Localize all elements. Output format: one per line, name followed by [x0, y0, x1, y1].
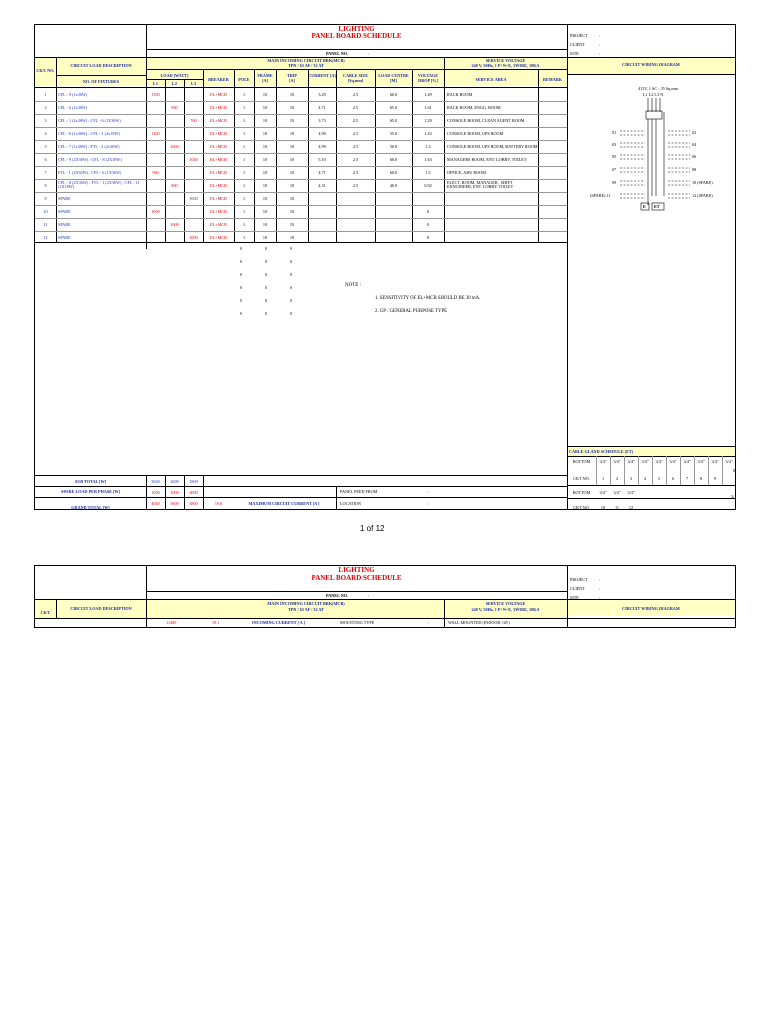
cell-pole: 1: [242, 105, 246, 110]
gland-ckt-cell: 2: [615, 476, 619, 481]
cell-l1: 1100: [151, 131, 160, 136]
cell-pole: 1: [242, 144, 246, 149]
cell-area: RACK ROOM, ENGG. ROOM: [447, 105, 501, 110]
cell-trip: 10: [289, 92, 295, 97]
cell-vd: 1.5: [425, 170, 431, 175]
zero-cell: 0: [264, 298, 268, 303]
diagram-right-label: 08: [692, 167, 697, 172]
cell-brk: EL+MCB: [210, 92, 227, 97]
cell-desc: CFL - 6 (1x36W): [58, 105, 88, 110]
sub-total-l1: 3040: [151, 479, 160, 484]
cell-lc: 60.0: [389, 157, 398, 162]
gland-size-cell: 3/4": [725, 459, 733, 464]
frame-header: FRAME [A]: [257, 73, 273, 83]
cell-cable: 2.5: [352, 118, 359, 123]
cell-l3: 1040: [189, 157, 198, 162]
cell-cur: 4.71: [318, 170, 326, 175]
cell-ckt: 8: [44, 183, 47, 188]
cell-trip: 10: [289, 183, 295, 188]
service-voltage-value: 240 V, 50Hz, 1 P+N+E, 3WIRE, 10KA: [471, 63, 540, 68]
pole-header: POLE: [238, 77, 250, 82]
cell-frame: 10: [262, 118, 268, 123]
diagram-left-label: 07: [612, 167, 617, 172]
cell-cur: 4.31: [318, 183, 326, 188]
load-watt-header: LOAD [WATT]: [160, 73, 189, 78]
cell-l2: 800: [171, 183, 178, 188]
p2-mounting-type-label: MOUNTING TYPE: [340, 620, 375, 625]
cell-brk: EL+MCB: [210, 118, 227, 123]
gland-size-cell: 3/4": [655, 459, 663, 464]
diagram-left-label: 09: [612, 180, 617, 185]
spare-load-l1: 1000: [151, 490, 160, 495]
main-incoming-label: MAIN INCOMING CIRCUIT BRK(MCB): [267, 58, 345, 63]
panel-feed-label: PANEL FEED FROM: [340, 489, 378, 494]
diagram-right-label: 06: [692, 154, 697, 159]
cell-brk: EL+MCB: [210, 209, 227, 214]
sheet-subtitle-2: PANEL BOARD SCHEDULE: [311, 574, 402, 582]
zero-cell: 0: [289, 285, 293, 290]
cell-ckt: 5: [44, 144, 47, 149]
cell-area: CONSOLE ROOM, CLEAN AGENT ROOM: [447, 118, 525, 123]
cell-trip: 10: [289, 118, 295, 123]
gland-size-cell: 3/4": [711, 459, 719, 464]
sub-total-l2: 2600: [170, 479, 179, 484]
gland-size-cell: 3/4": [613, 459, 621, 464]
cell-cur: 4.71: [318, 105, 326, 110]
gland-ckt-cell: 5: [657, 476, 661, 481]
spare-load-label: SPARE LOAD PER PHASE [W]: [60, 489, 120, 494]
zero-cell: 0: [289, 259, 293, 264]
cell-cable: 2.5: [352, 183, 359, 188]
cell-frame: 10: [262, 157, 268, 162]
p2-max-current: 19.1: [212, 620, 220, 625]
project-label: PROJECT: [570, 33, 588, 38]
zero-cell: 0: [239, 259, 243, 264]
zero-cell: 0: [239, 246, 243, 251]
cell-frame: 10: [262, 144, 268, 149]
cell-ckt: 1: [44, 92, 47, 97]
cell-pole: 1: [242, 209, 246, 214]
cell-cable: 2.5: [352, 131, 359, 136]
cell-frame: 10: [262, 131, 268, 136]
cell-ckt: 2: [44, 105, 47, 110]
cell-cable: 2.5: [352, 92, 359, 97]
cell-lc: 65.0: [389, 118, 398, 123]
cell-area: MANAGERS ROOM, ENT. LOBBY, TOILET: [447, 157, 527, 162]
cell-desc: SPARE: [58, 209, 71, 214]
cell-vd: 1.3: [425, 144, 431, 149]
gland-ckt-cell: 7: [685, 476, 689, 481]
cell-desc: FTL - 1 (2X36W) ; CFL - 6 (1X36W): [58, 170, 122, 175]
cell-pole: 1: [242, 92, 246, 97]
cell-trip: 10: [289, 131, 295, 136]
gland-side-value: 8: [733, 468, 736, 473]
cell-cur: 4.99: [318, 144, 326, 149]
cell-lc: 50.0: [389, 144, 398, 149]
remark-header: REMARK: [542, 77, 563, 82]
cell-desc: SPARE: [58, 222, 71, 227]
cell-cable: 2.5: [352, 144, 359, 149]
diagram-left-label: (SPARE) 11: [590, 193, 611, 198]
current-header: CURRENT [A]: [308, 73, 336, 78]
diagram-right-label: 12 (SPARE): [692, 193, 713, 198]
cell-vd: 1.63: [424, 157, 432, 162]
busbar-lines: [646, 98, 664, 205]
cell-ckt: 3: [44, 118, 47, 123]
cell-cable: 2.5: [352, 105, 359, 110]
grand-total-l1: 4040: [151, 501, 160, 506]
gland-size-cell: 3/4": [669, 459, 677, 464]
zero-cell: 0: [239, 285, 243, 290]
zero-cell: 0: [239, 272, 243, 277]
breaker-header: BREAKER: [208, 77, 229, 82]
note-2: 2. GP : GENERAL PURPOSE TYPE: [375, 309, 448, 314]
max-current-label: MAXIMUM CIRCUIT CURRENT [A ]: [248, 501, 320, 506]
cable-gland-header: CABLE GLAND SCHEDULE (ET): [569, 449, 634, 454]
zero-cell: 0: [264, 285, 268, 290]
cell-cur: 3.29: [318, 92, 326, 97]
gland-size-cell: 3/4": [627, 459, 635, 464]
gland-ckt-cell: 8: [699, 476, 703, 481]
cell-ckt: 6: [44, 157, 47, 162]
gland-ckt-cell: 10: [600, 505, 606, 510]
cell-vd: 1.29: [424, 118, 432, 123]
zero-cell: 0: [289, 298, 293, 303]
cell-trip: 10: [289, 144, 295, 149]
cell-lc: 60.0: [389, 92, 398, 97]
zero-cell: 0: [264, 272, 268, 277]
gland-ckt-cell: 11: [614, 505, 620, 510]
cell-pole: 1: [242, 183, 246, 188]
cell-vd: 1.49: [424, 92, 432, 97]
cell-brk: EL+MCB: [210, 235, 227, 240]
cell-cable: 2.5: [352, 170, 359, 175]
trip-header: TRIP [A]: [286, 73, 297, 83]
cell-brk: EL+MCB: [210, 170, 227, 175]
cell-ckt: 10: [43, 209, 48, 214]
cell-ckt: 9: [44, 196, 47, 201]
gland-ckt-cell: 6: [671, 476, 675, 481]
cell-brk: EL+MCB: [210, 144, 227, 149]
gland-size-cell: 3/4": [627, 490, 635, 495]
cell-l1: 1000: [151, 209, 160, 214]
cell-vd: 0: [426, 235, 430, 240]
cell-frame: 10: [262, 170, 268, 175]
p2-incoming-current-label: INCOMING CURRENT [ A ]: [252, 620, 305, 625]
cell-cur: 4.99: [318, 131, 326, 136]
zero-cell: 0: [289, 311, 293, 316]
cell-desc: CFL - 7 (1x36W) ; FTL - 2 (2x36W): [58, 144, 120, 149]
location-label: LOCATION: [340, 501, 361, 506]
cell-ckt: 11: [43, 222, 48, 227]
max-current-value: 19.8: [214, 501, 223, 506]
grand-total-l3: 3800: [189, 501, 198, 506]
cell-vd: 1.43: [424, 131, 432, 136]
site-label: SITE: [570, 51, 579, 56]
zero-cell: 0: [264, 259, 268, 264]
cell-lc: 40.0: [389, 183, 398, 188]
cell-l1: 1500: [151, 92, 160, 97]
cell-l2: 1000: [170, 144, 179, 149]
cell-frame: 10: [262, 183, 268, 188]
cell-vd: 1.61: [424, 105, 432, 110]
note-title: NOTE :: [345, 283, 361, 288]
cell-desc: SPARE: [58, 196, 71, 201]
spare-load-l3: 2000: [189, 490, 198, 495]
cell-frame: 10: [262, 209, 268, 214]
cell-l3: 1000: [189, 235, 198, 240]
diagram-right-label: 02: [692, 130, 697, 135]
no-of-fixtures-header: NO. OF FIXTURES: [82, 79, 120, 84]
sheet-title-1: LIGHTING: [338, 25, 375, 33]
main-incoming-rating: TPN / 63 AF / 32 AT: [288, 63, 324, 68]
cell-cur: 5.10: [318, 157, 326, 162]
cell-brk: EL+MCB: [210, 105, 227, 110]
cell-frame: 10: [262, 105, 268, 110]
sheet-subtitle-1: PANEL BOARD SCHEDULE: [311, 32, 402, 40]
cell-brk: EL+MCB: [210, 222, 227, 227]
cell-brk: EL+MCB: [210, 183, 227, 188]
service-area-header: SERVICE AREA: [475, 77, 507, 82]
diagram-left-label: 03: [612, 142, 617, 147]
gland-bottom-label: BOTTOM: [572, 459, 591, 464]
cell-desc: SPARE: [58, 235, 71, 240]
cell-lc: 60.0: [389, 170, 398, 175]
spare-load-l2: 1000: [170, 490, 179, 495]
cell-area: ELECT. ROOM, MANAGER , SHIFT ENNGINEER, ENT. LOBBY, TOILET: [447, 179, 514, 190]
cell-desc: CFL - 6 (1x36W) ; CFL - 1 (2x18W): [58, 131, 120, 136]
zero-cell: 0: [289, 272, 293, 277]
client-label: CLIENT: [570, 42, 585, 47]
cell-frame: 10: [262, 235, 268, 240]
cell-desc: CFL - 9 (1x36W): [58, 92, 88, 97]
cell-cable: 2.5: [352, 157, 359, 162]
gland-ckt-no-label: CKT NO.: [573, 505, 590, 510]
cell-brk: EL+MCB: [210, 131, 227, 136]
cell-trip: 10: [289, 235, 295, 240]
cell-pole: 1: [242, 157, 246, 162]
cell-area: RACK ROOM: [447, 92, 473, 97]
cell-trip: 10: [289, 170, 295, 175]
cell-pole: 1: [242, 222, 246, 227]
gland-ckt-cell: 4: [643, 476, 647, 481]
cell-l2: 1000: [170, 222, 179, 227]
gland-ckt-cell: 9: [713, 476, 717, 481]
zero-cell: 0: [239, 311, 243, 316]
grand-total-label: GRAND TOTAL [W]: [71, 505, 110, 510]
sheet-title-2: LIGHTING: [338, 566, 375, 574]
cell-brk: EL+MCB: [210, 157, 227, 162]
cell-pole: 1: [242, 170, 246, 175]
cell-area: OFFICE, AHU ROOM: [447, 170, 486, 175]
sub-total-l3: 1800: [189, 479, 198, 484]
cell-ckt: 7: [44, 170, 47, 175]
cell-trip: 10: [289, 209, 295, 214]
gland-ckt-cell: 12: [628, 505, 634, 510]
diagram-right-label: 04: [692, 142, 697, 147]
sub-total-label: SUB TOTAL [W]: [74, 479, 107, 484]
zero-cell: 0: [289, 246, 293, 251]
cell-l3: 760: [190, 118, 197, 123]
gland-size-cell: 3/4": [613, 490, 621, 495]
cable-size-header: CABLE SIZE [Sq.mm]: [342, 73, 369, 83]
wiring-diagram-header: CIRCUIT WIRING DIAGRAM: [622, 62, 680, 67]
cell-area: CONSOLE ROOM, UPS ROOM: [447, 131, 504, 136]
load-centre-header: LOAD CENTRE [M]: [378, 73, 409, 83]
ckt-no-header: CKT. NO.: [36, 68, 55, 73]
gland-size-cell: 3/4": [599, 490, 607, 495]
service-voltage-label: SERVICE VOLTAGE: [485, 58, 526, 63]
cell-desc: CFL - 9 (2X36W) ; CFL - 8 (2X18W): [58, 157, 122, 162]
grand-total-l2: 3600: [170, 501, 179, 506]
cell-trip: 10: [289, 105, 295, 110]
page-indicator: 1 of 12: [360, 524, 385, 533]
zero-cell: 0: [239, 298, 243, 303]
cell-l3: 1000: [189, 196, 198, 201]
cell-vd: 0.92: [424, 183, 432, 188]
cell-vd: 0: [426, 222, 430, 227]
diagram-feeder-label: 415V, 1 SC - 35 Sq.mm: [638, 86, 678, 91]
diagram-right-label: 10 (SPARE): [692, 180, 713, 185]
gland-size-cell: 3/4": [599, 459, 607, 464]
p2-total-value: 11480: [166, 620, 177, 625]
cell-pole: 1: [242, 196, 246, 201]
gland-ckt-cell: 1: [601, 476, 605, 481]
cell-frame: 10: [262, 92, 268, 97]
panel-no-label: PANEL NO.: [326, 51, 349, 56]
gland-bottom-label: BOTTOM: [572, 490, 591, 495]
cell-pole: 1: [242, 131, 246, 136]
gland-size-cell: 3/4": [697, 459, 705, 464]
diagram-left-label: 05: [612, 154, 617, 159]
cell-cur: 3.73: [318, 118, 326, 123]
cell-brk: EL+MCB: [210, 196, 227, 201]
cell-vd: 0: [426, 209, 430, 214]
gland-ckt-cell: 3: [629, 476, 633, 481]
cell-l1: 960: [152, 170, 159, 175]
gland-size-cell: 3/4": [683, 459, 691, 464]
circuit-load-desc-header: CIRCUIT LOAD DESCRIPTION: [70, 63, 132, 68]
gland-side-value: 3/: [731, 494, 735, 499]
voltage-drop-header: VOLTAGE DROP [%]: [417, 73, 439, 83]
cell-l2: 960: [171, 105, 178, 110]
cell-pole: 1: [242, 118, 246, 123]
gland-ckt-no-label: CKT NO.: [573, 476, 590, 481]
diagram-phase-label: L1 L2 L3 N: [643, 92, 664, 97]
zero-cell: 0: [264, 246, 268, 251]
cell-lc: 65.0: [389, 105, 398, 110]
cell-lc: 55.0: [389, 131, 398, 136]
cell-frame: 10: [262, 196, 268, 201]
cell-area: CONSOLE ROOM, UPS ROOM, BATTERY ROOM: [447, 144, 538, 149]
cell-trip: 10: [289, 157, 295, 162]
diagram-left-label: 01: [612, 130, 617, 135]
p2-mounting-type-value: WALL MOUNTED (INDOOR, GP.): [448, 620, 510, 625]
gland-size-cell: 3/4": [641, 459, 649, 464]
note-1: 1. SENSITIVITY OF EL+MCB SHOULD BE 30 mA.: [375, 296, 481, 301]
cell-frame: 10: [262, 222, 268, 227]
cell-pole: 1: [242, 235, 246, 240]
cell-desc: CFL - 8 (2X36W) ; FTL - 1 (2X36W) ; CFL - 11 (2X18W): [58, 179, 140, 190]
cell-trip: 10: [289, 196, 295, 201]
cell-ckt: 12: [43, 235, 48, 240]
zero-cell: 0: [264, 311, 268, 316]
diagram-earth-label: E: [643, 204, 646, 209]
diagram-et-label: ET: [654, 204, 660, 209]
cell-trip: 10: [289, 222, 295, 227]
cell-ckt: 4: [44, 131, 47, 136]
cell-desc: CFL - 1 (2x36W) ; CFL - 6 (1X36W): [58, 118, 121, 123]
